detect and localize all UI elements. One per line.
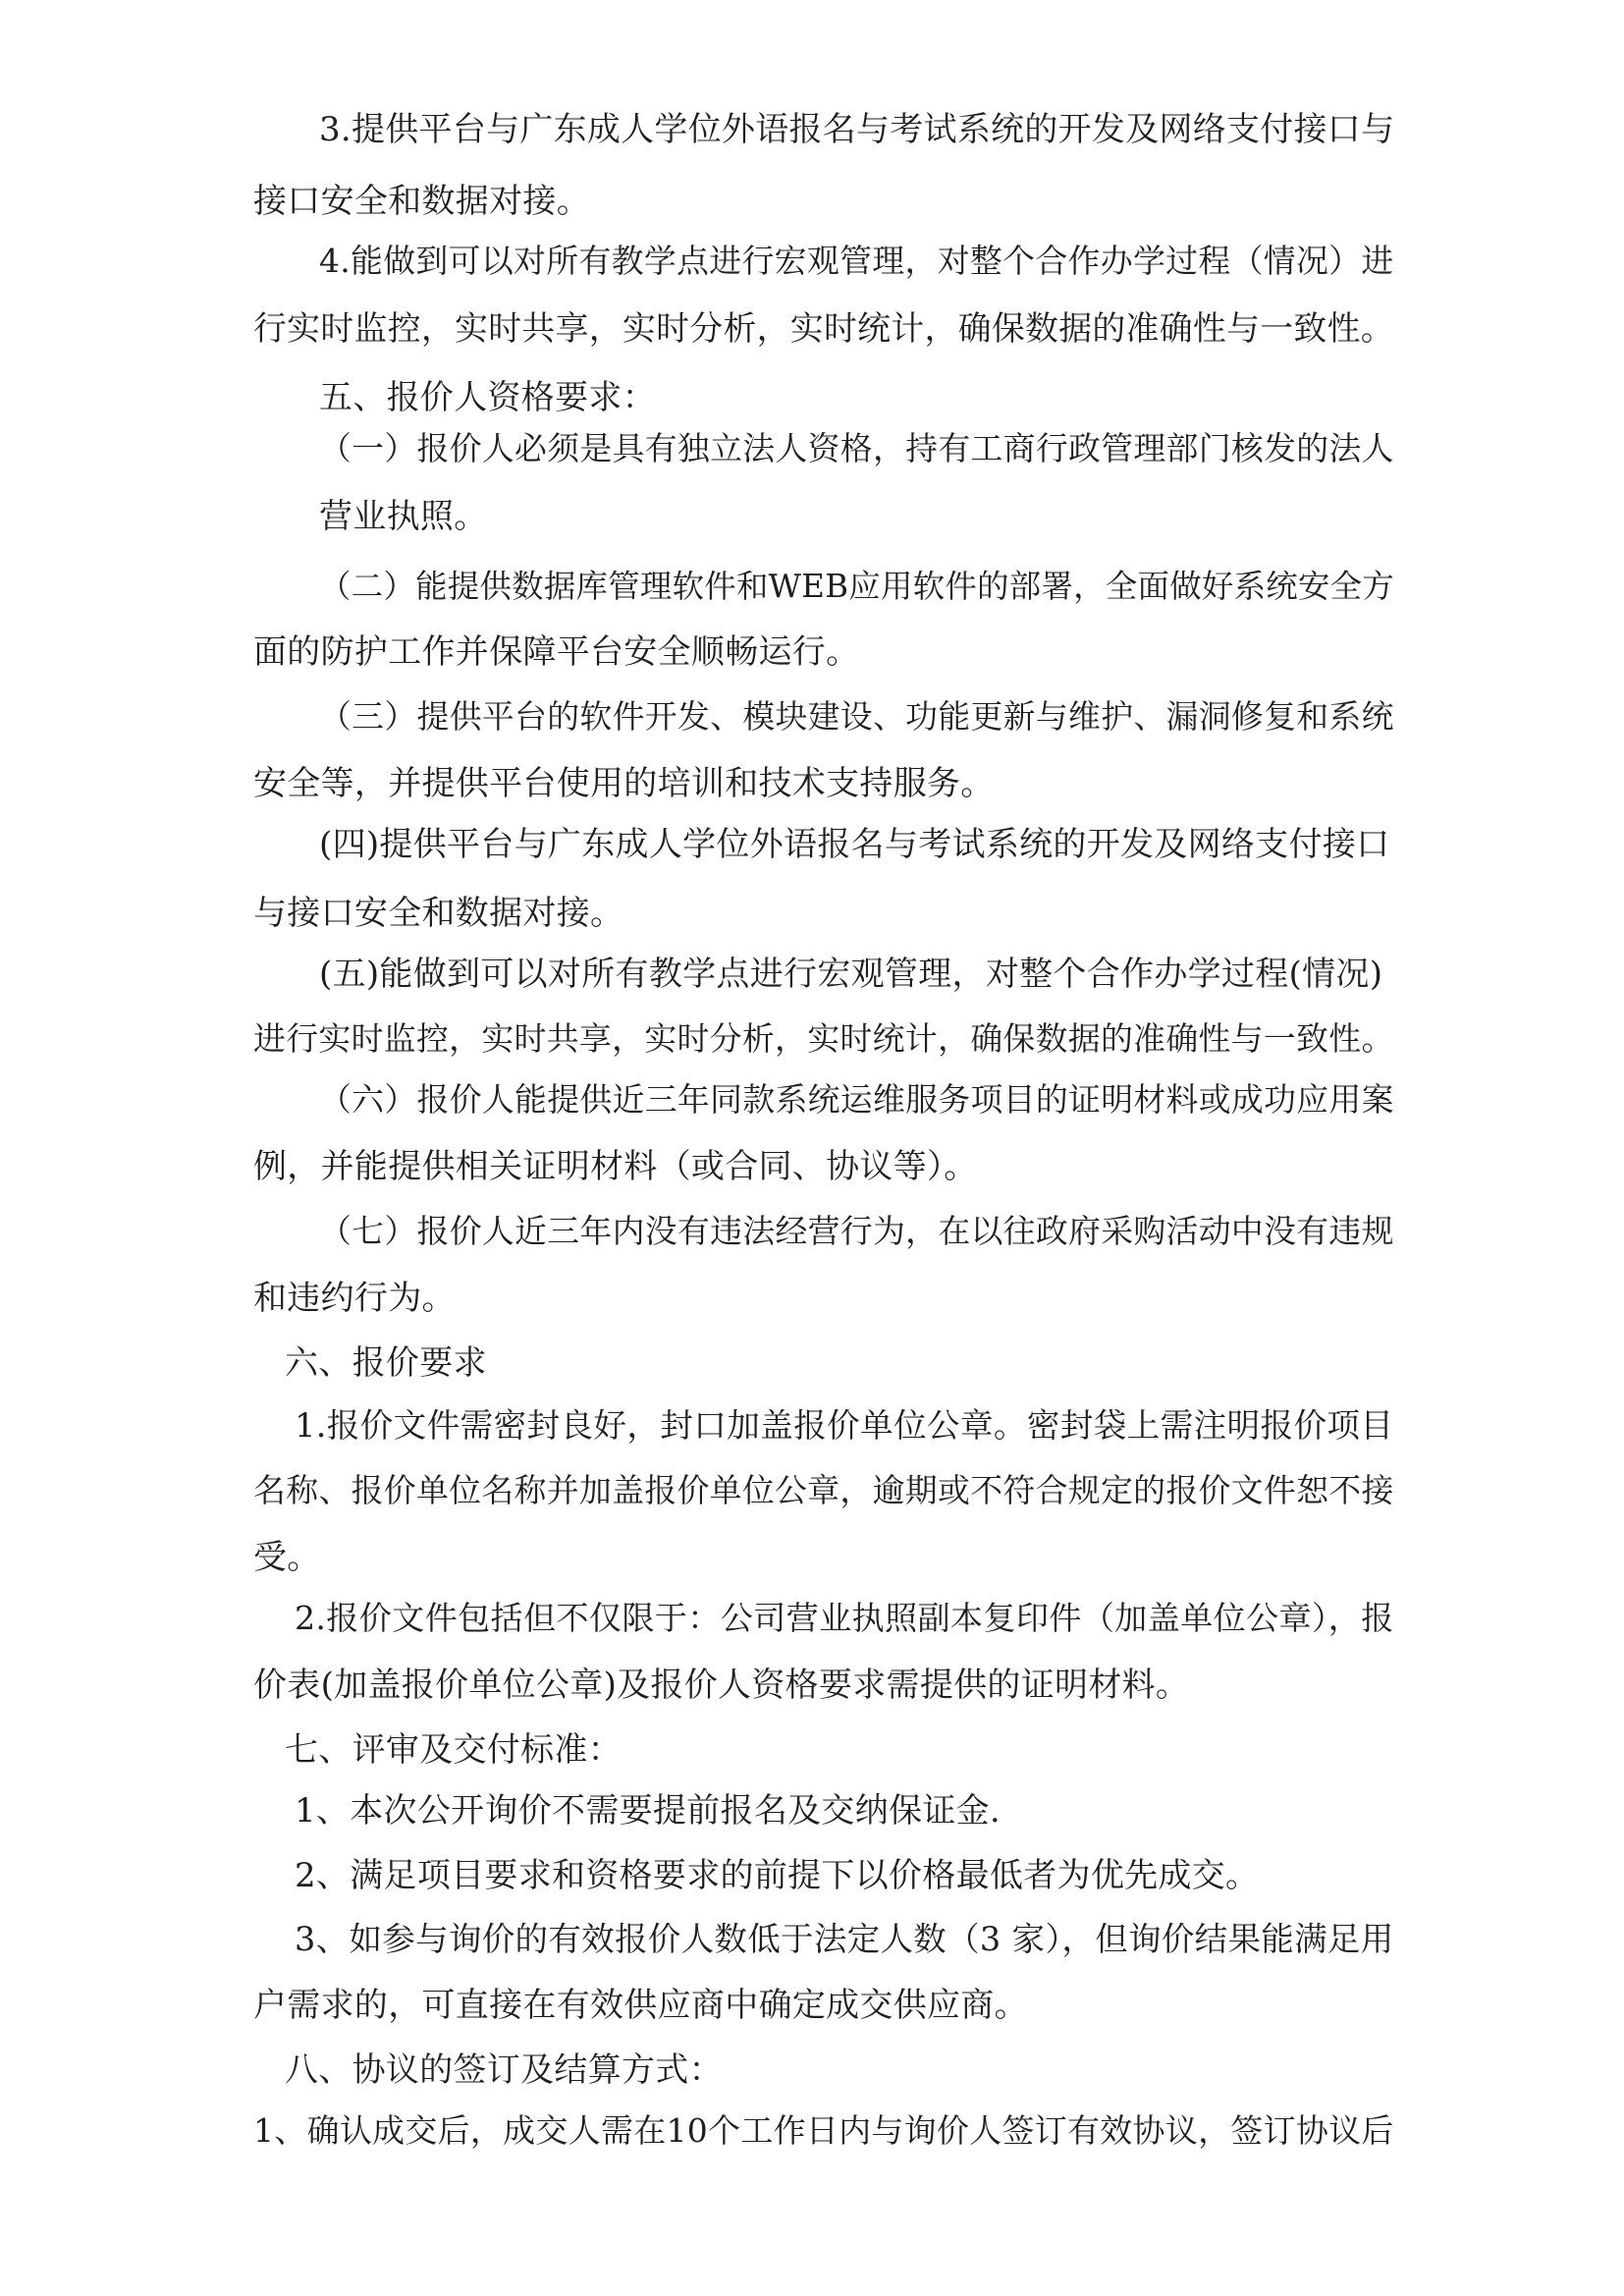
section-heading: 八、协议的签订及结算方式：	[285, 2050, 723, 2090]
section-heading: 六、报价要求	[285, 1343, 487, 1383]
paragraph-line: 名称、报价单位名称并加盖报价单位公章，逾期或不符合规定的报价文件恕不接	[253, 1471, 1394, 1509]
paragraph-line: (四)提供平台与广东成人学位外语报名与考试系统的开发及网络支付接口	[319, 825, 1390, 864]
section-heading: 五、报价人资格要求：	[319, 378, 656, 417]
paragraph-line: 进行实时监控，实时共享，实时分析，实时统计，确保数据的准确性与一致性。	[253, 1019, 1394, 1058]
paragraph-line: 和违约行为。	[253, 1279, 456, 1318]
paragraph-line: 1、本次公开询价不需要提前报名及交纳保证金.	[295, 1791, 1001, 1831]
paragraph-line: （三）提供平台的软件开发、模块建设、功能更新与维护、漏洞修复和系统	[319, 697, 1394, 736]
paragraph-line: 4.能做到可以对所有教学点进行宏观管理，对整个合作办学过程（情况）进	[319, 242, 1394, 280]
paragraph-line: 3、如参与询价的有效报价人数低于法定人数（3 家），但询价结果能满足用	[295, 1920, 1394, 1958]
paragraph-line: （一）报价人必须是具有独立法人资格，持有工商行政管理部门核发的法人	[319, 429, 1394, 467]
paragraph-line: 1.报价文件需密封良好，封口加盖报价单位公章。密封袋上需注明报价项目	[295, 1406, 1394, 1445]
paragraph-line: 受。	[253, 1538, 321, 1577]
paragraph-line: 1、确认成交后，成交人需在10个工作日内与询价人签订有效协议，签订协议后	[253, 2111, 1394, 2150]
paragraph-line: （七）报价人近三年内没有违法经营行为，在以往政府采购活动中没有违规	[319, 1212, 1394, 1250]
paragraph-line: （二）能提供数据库管理软件和WEB应用软件的部署，全面做好系统安全方	[319, 568, 1395, 605]
paragraph-line: 2、满足项目要求和资格要求的前提下以价格最低者为优先成交。	[295, 1856, 1260, 1895]
paragraph-line: （六）报价人能提供近三年同款系统运维服务项目的证明材料或成功应用案	[319, 1080, 1394, 1119]
paragraph-line: 安全等，并提供平台使用的培训和技术支持服务。	[253, 764, 995, 803]
paragraph-line: 接口安全和数据对接。	[253, 182, 590, 221]
paragraph-line: 与接口安全和数据对接。	[253, 894, 624, 933]
paragraph-line: 户需求的，可直接在有效供应商中确定成交供应商。	[253, 1986, 1028, 2025]
section-heading: 七、评审及交付标准：	[285, 1730, 622, 1770]
paragraph-line: 3.提供平台与广东成人学位外语报名与考试系统的开发及网络支付接口与	[319, 110, 1395, 149]
paragraph-line: (五)能做到可以对所有教学点进行宏观管理，对整个合作办学过程(情况)	[319, 955, 1383, 994]
paragraph-line: 行实时监控，实时共享，实时分析，实时统计，确保数据的准确性与一致性。	[253, 309, 1394, 348]
paragraph-line: 面的防护工作并保障平台安全顺畅运行。	[253, 632, 860, 672]
paragraph-line: 价表(加盖报价单位公章)及报价人资格要求需提供的证明材料。	[253, 1666, 1190, 1705]
paragraph-line: 例，并能提供相关证明材料（或合同、协议等）。	[253, 1147, 978, 1186]
paragraph-line: 营业执照。	[319, 497, 488, 536]
paragraph-line: 2.报价文件包括但不仅限于：公司营业执照副本复印件（加盖单位公章），报	[295, 1599, 1394, 1637]
